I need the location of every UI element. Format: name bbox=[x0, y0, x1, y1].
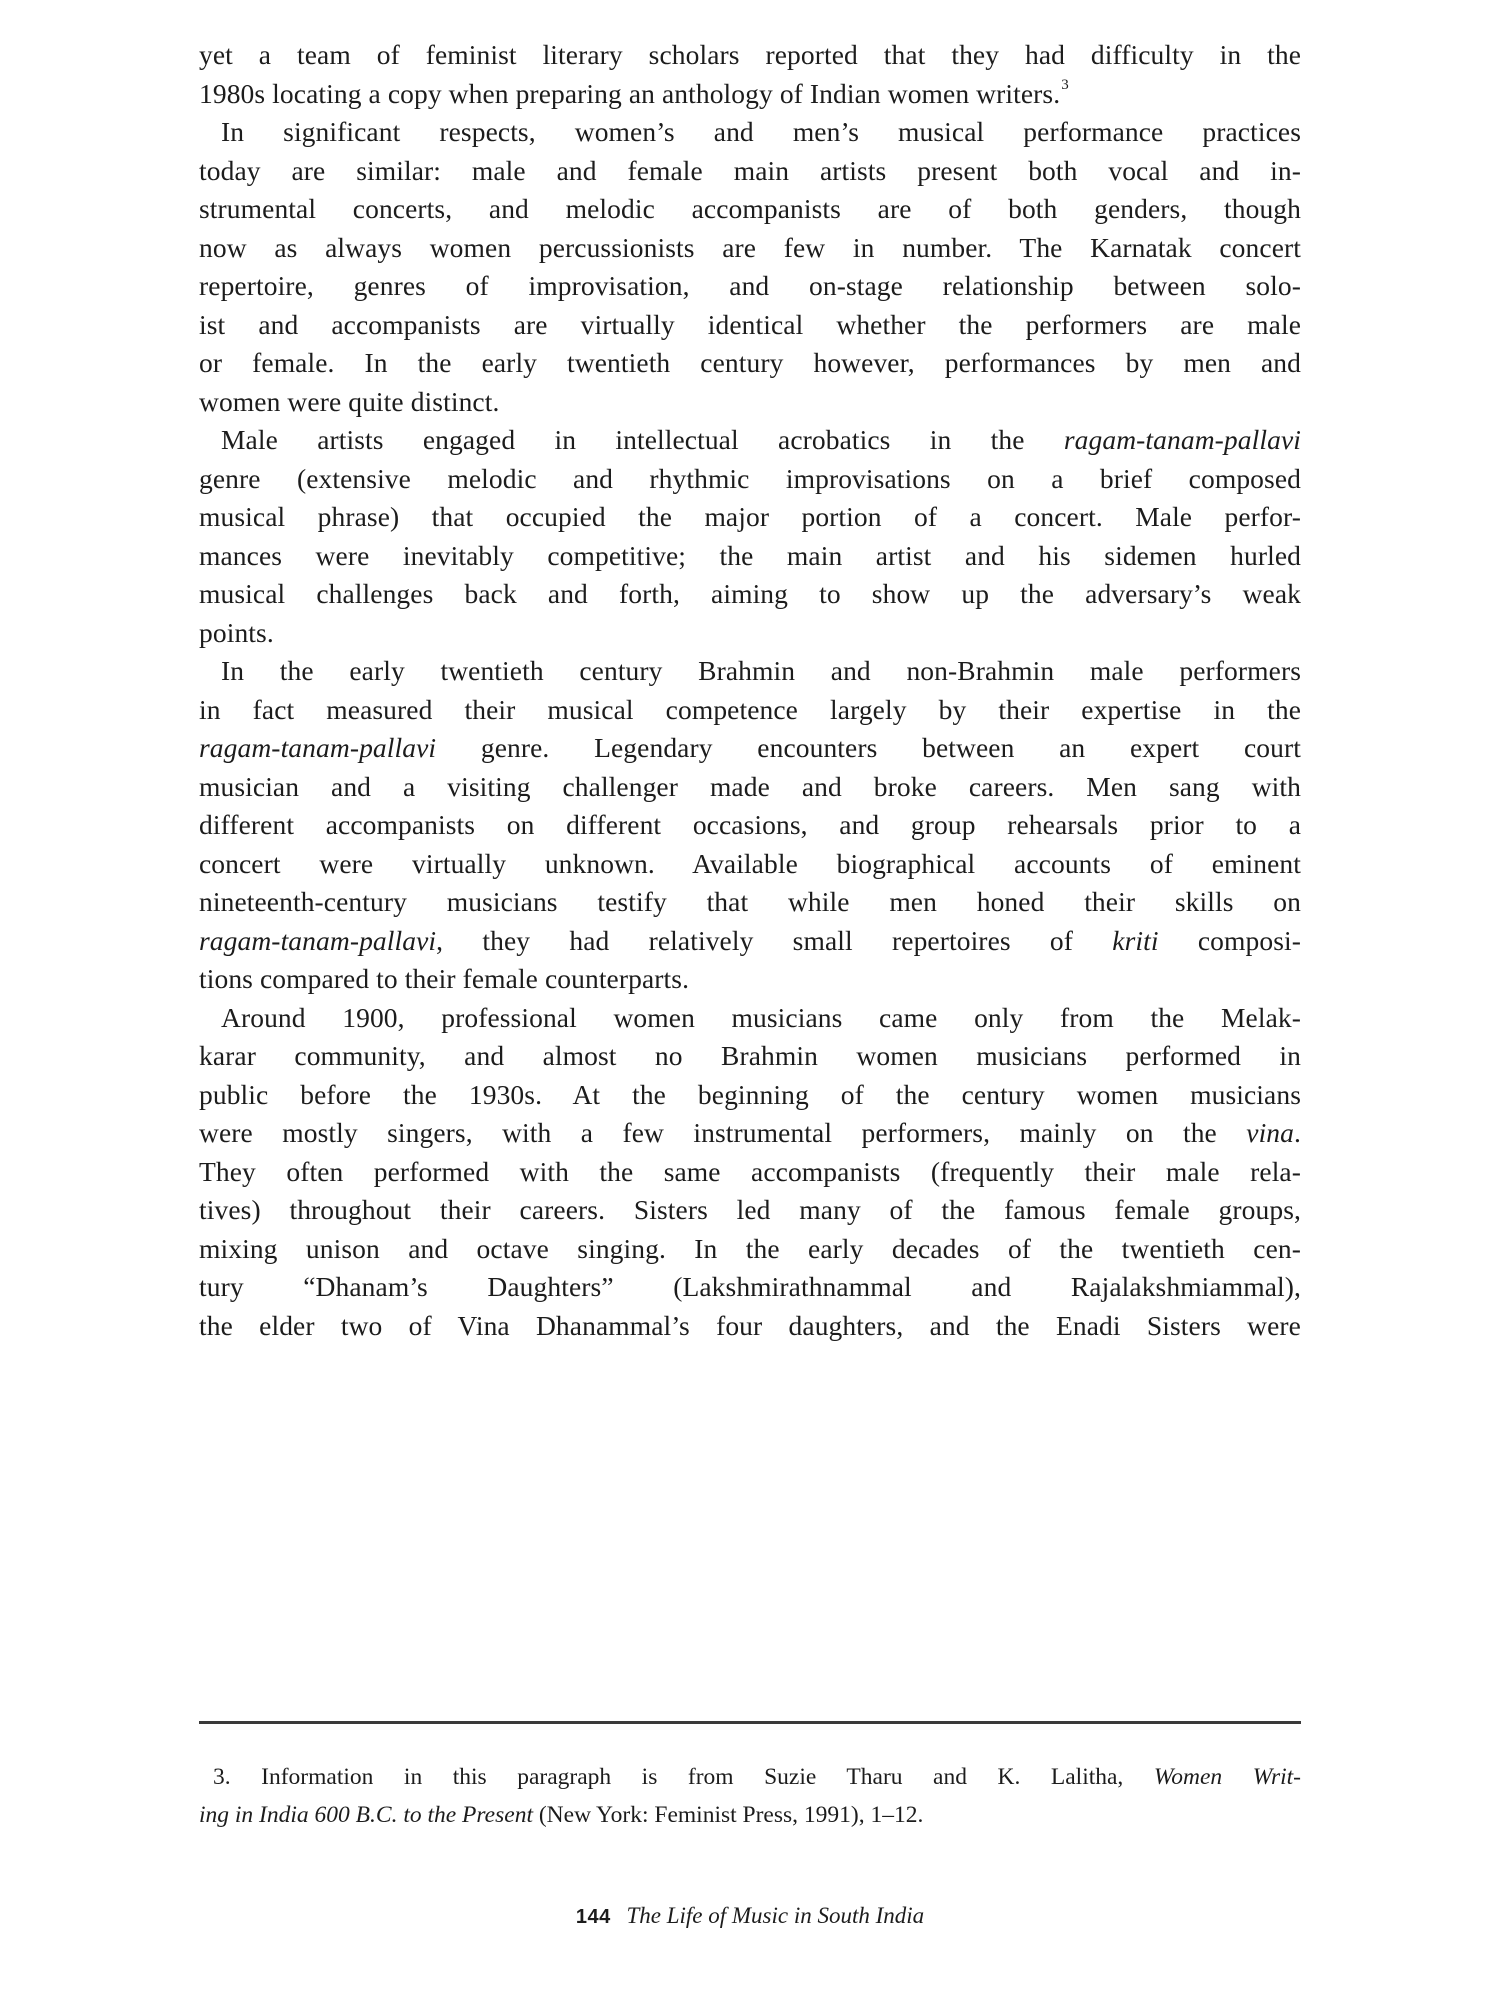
footnote-separator-rule bbox=[199, 1721, 1301, 1724]
text-line bbox=[199, 652, 1301, 691]
italic-text: ragam-tanam-pallavi bbox=[199, 732, 437, 763]
text-segment: different accompanists on different occasions, and group rehearsals prior to a bbox=[199, 809, 1301, 840]
text-line bbox=[199, 575, 1301, 614]
text-line bbox=[199, 806, 1301, 845]
text-segment: strumental concerts, and melodic accompanists are of both genders, though bbox=[199, 193, 1301, 224]
page-footer bbox=[0, 1896, 1500, 1937]
italic-text: ragam-tanam-pallavi bbox=[199, 924, 437, 956]
text-segment: genre. Legendary encounters between an expert court bbox=[436, 732, 1301, 763]
text-segment: nineteenth-century musicians testify that while men honed their skills on bbox=[199, 886, 1301, 917]
text-line bbox=[199, 960, 1301, 999]
text-line bbox=[199, 999, 1301, 1038]
text-line bbox=[199, 383, 1301, 422]
text-line bbox=[199, 1153, 1301, 1192]
italic-text: ragam-tanam-pallavi bbox=[1063, 424, 1301, 455]
text-segment: women were quite distinct. bbox=[199, 385, 500, 417]
text-segment: karar community, and almost no Brahmin women musicians performed in bbox=[199, 1040, 1301, 1071]
page-number: 144 bbox=[575, 1906, 611, 1928]
text-segment: mances were inevitably competitive; the main artist and his sidemen hurled bbox=[199, 539, 1301, 571]
text-line bbox=[199, 922, 1301, 961]
text-line bbox=[199, 36, 1301, 75]
text-line bbox=[199, 1076, 1301, 1115]
text-segment: public before the 1930s. At the beginning of the century women musicians bbox=[199, 1078, 1301, 1110]
text-segment: today are similar: male and female main artists present both vocal and in- bbox=[199, 154, 1301, 186]
text-line bbox=[199, 729, 1301, 768]
text-line bbox=[199, 460, 1301, 499]
text-segment: tions compared to their female counterparts. bbox=[199, 963, 690, 994]
text-line bbox=[199, 75, 1301, 114]
text-segment: They often performed with the same accompanists (frequently their male rela- bbox=[199, 1155, 1301, 1187]
italic-text: ing in India 600 B.C. to the Present bbox=[199, 1802, 533, 1828]
footnote-line bbox=[199, 1796, 1301, 1834]
text-line bbox=[199, 267, 1301, 306]
text-line bbox=[199, 537, 1301, 576]
text-line bbox=[199, 152, 1301, 191]
text-segment: repertoire, genres of improvisation, and on-stage relationship between solo- bbox=[199, 270, 1301, 301]
text-segment: musical phrase) that occupied the major portion of a concert. Male perfor- bbox=[199, 501, 1301, 532]
text-segment: . bbox=[1294, 1117, 1301, 1148]
text-segment: tives) throughout their careers. Sisters led many of the famous female groups, bbox=[199, 1194, 1301, 1225]
text-segment: musical challenges back and forth, aiming to show up the adversary’s weak bbox=[199, 578, 1301, 609]
italic-text: kriti bbox=[1112, 924, 1159, 956]
text-line bbox=[199, 1191, 1301, 1230]
text-line bbox=[199, 691, 1301, 730]
text-segment: now as always women percussionists are few in number. The Karnatak concert bbox=[199, 231, 1301, 263]
text-line bbox=[199, 1307, 1301, 1346]
text-line bbox=[199, 1037, 1301, 1076]
text-segment: composi- bbox=[1158, 924, 1301, 956]
footnotes bbox=[199, 1758, 1301, 1834]
text-line bbox=[199, 190, 1301, 229]
text-segment: , they had relatively small repertoires of bbox=[436, 924, 1113, 956]
text-segment: mixing unison and octave singing. In the early decades of the twentieth cen- bbox=[199, 1232, 1301, 1264]
text-line bbox=[199, 1114, 1301, 1153]
text-segment: Around 1900, professional women musicians came only from the Melak- bbox=[221, 1001, 1301, 1033]
text-line bbox=[199, 344, 1301, 383]
footnote-line bbox=[199, 1758, 1301, 1796]
text-segment: tury “Dhanam’s Daughters” (Lakshmirathnammal and Rajalakshmiammal), bbox=[199, 1271, 1301, 1302]
text-line bbox=[199, 306, 1301, 345]
text-segment: In the early twentieth century Brahmin and non-Brahmin male performers bbox=[221, 655, 1301, 686]
text-segment: genre (extensive melodic and rhythmic improvisations on a brief composed bbox=[199, 462, 1301, 494]
text-segment: concert were virtually unknown. Available biographical accounts of eminent bbox=[199, 847, 1301, 879]
text-line bbox=[199, 883, 1301, 922]
text-line bbox=[199, 421, 1301, 460]
italic-text: Women Writ- bbox=[1153, 1764, 1301, 1790]
text-line bbox=[199, 1230, 1301, 1269]
text-line bbox=[199, 229, 1301, 268]
running-head: The Life of Music in South India bbox=[626, 1903, 925, 1928]
text-line bbox=[199, 1268, 1301, 1307]
body-text bbox=[199, 36, 1301, 1345]
text-segment: yet a team of feminist literary scholars reported that they had difficulty in the bbox=[199, 39, 1301, 70]
text-line bbox=[199, 614, 1301, 653]
text-segment: were mostly singers, with a few instrumental performers, mainly on the bbox=[199, 1117, 1247, 1148]
text-segment: musician and a visiting challenger made and broke careers. Men sang with bbox=[199, 770, 1301, 802]
footnote-reference[interactable]: 3 bbox=[1061, 76, 1069, 93]
text-segment: or female. In the early twentieth century however, performances by men and bbox=[199, 347, 1301, 378]
text-segment: In significant respects, women’s and men’s musical performance practices bbox=[221, 116, 1301, 147]
text-segment: 3. Information in this paragraph is from Suzie Tharu and K. Lalitha, bbox=[213, 1764, 1154, 1790]
text-line bbox=[199, 768, 1301, 807]
text-segment: 1980s locating a copy when preparing an anthology of Indian women writers. bbox=[199, 77, 1061, 109]
italic-text: vina bbox=[1246, 1117, 1295, 1148]
text-segment: the elder two of Vina Dhanammal’s four daughters, and the Enadi Sisters were bbox=[199, 1309, 1301, 1341]
text-segment: points. bbox=[199, 616, 274, 648]
text-line bbox=[199, 845, 1301, 884]
text-line bbox=[199, 498, 1301, 537]
text-segment: Male artists engaged in intellectual acrobatics in the bbox=[221, 424, 1064, 455]
text-line bbox=[199, 113, 1301, 152]
text-segment: ist and accompanists are virtually identical whether the performers are male bbox=[199, 308, 1301, 340]
text-segment: in fact measured their musical competence largely by their expertise in the bbox=[199, 693, 1301, 725]
text-segment: (New York: Feminist Press, 1991), 1–12. bbox=[532, 1802, 924, 1828]
